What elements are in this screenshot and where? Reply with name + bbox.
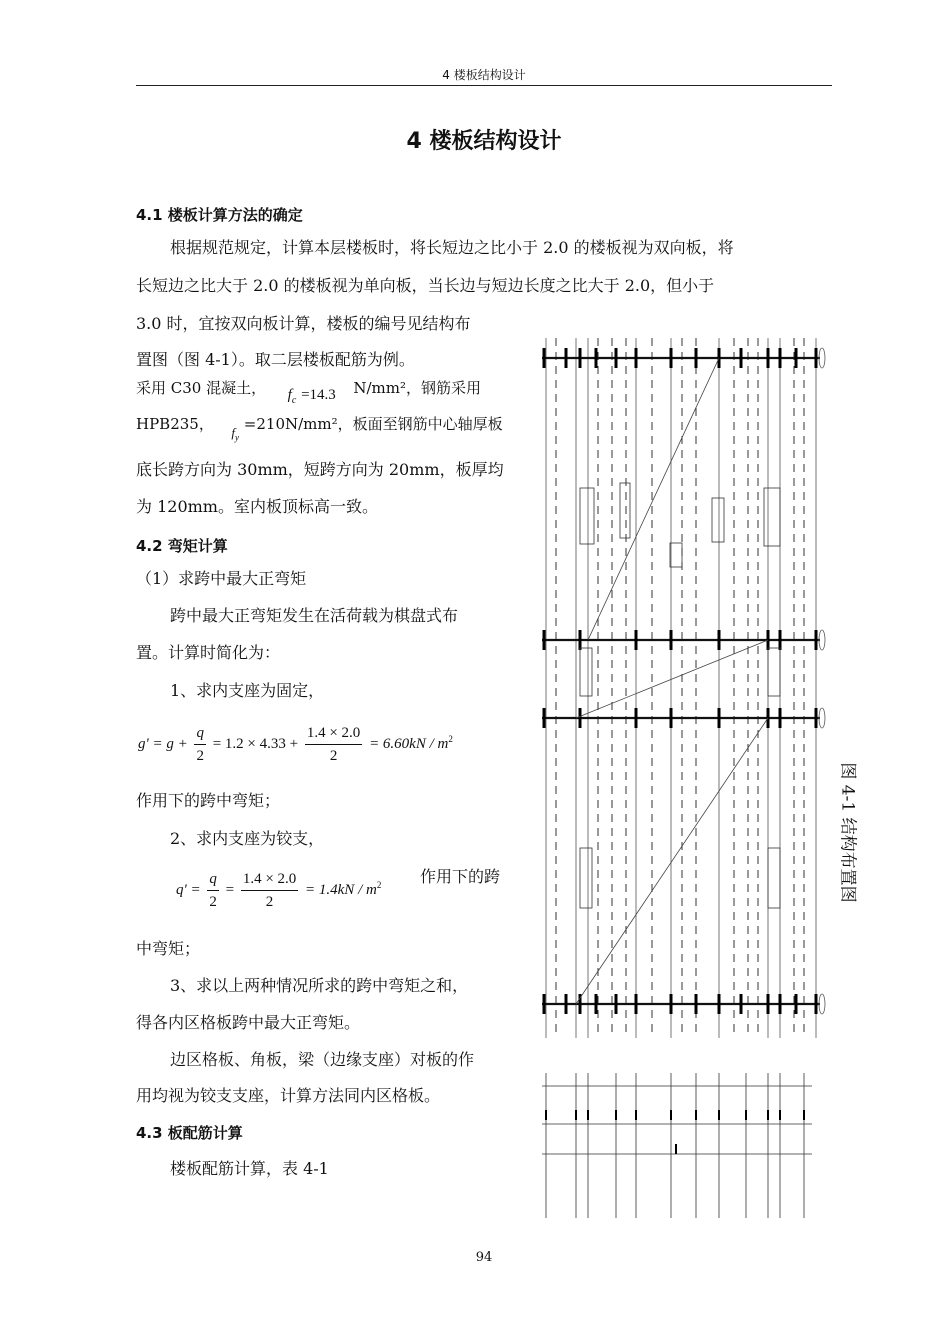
paragraph-line: 用均视为铰支支座，计算方法同内区格板。 <box>136 1086 441 1105</box>
paragraph-line: 置。计算时简化为： <box>136 643 281 662</box>
paragraph-line: 作用下的跨中弯矩； <box>136 791 281 810</box>
fraction: $\frac{q}{2}$ <box>194 722 206 767</box>
figure-caption: 图 4-1 结构布置图 <box>837 762 858 903</box>
lower-ticks <box>546 1110 804 1154</box>
openings <box>580 483 780 908</box>
list-item: 3、求以上两种情况所求的跨中弯矩之和， <box>170 976 469 995</box>
page-number: 94 <box>475 1250 493 1265</box>
paragraph-line <box>136 378 481 405</box>
fraction: $\frac{q}{2}$ <box>207 868 219 913</box>
fraction: $\frac{1.4 \times 2.0}{2}$ <box>305 722 362 767</box>
paragraph-line: 跨中最大正弯矩发生在活荷载为棋盘式布 <box>170 606 459 625</box>
paragraph-line: 底长跨方向为 30mm，短跨方向为 20mm，板厚均 <box>136 460 504 479</box>
subheading: （1）求跨中最大正弯矩 <box>136 569 307 588</box>
paragraph-line <box>136 414 503 443</box>
paragraph-line: 中弯矩； <box>136 939 201 958</box>
dashed-beams <box>556 338 804 1038</box>
equation-1: g' = g + $\frac{q}{2}$ = 1.2 × 4.33 + $\frac{1.4 \times 2.0}{2}$ = $6.60kN / m^2$ <box>138 722 453 767</box>
paragraph-line: 长短边之比大于 2.0 的楼板视为单向板，当长边与短边长度之比大于 2.0，但小于 <box>136 276 715 295</box>
fc-symbol: $f_c$ <box>287 387 297 406</box>
section-4-3-heading: 4.3 板配筋计算 <box>136 1124 243 1142</box>
text-run: =210N/mm²，板面至钢筋中心轴厚板 <box>243 415 503 433</box>
running-header: 4 楼板结构设计 <box>442 68 526 82</box>
fraction: $\frac{1.4 \times 2.0}{2}$ <box>241 868 298 913</box>
paragraph-line: 置图（图 4-1）。取二层楼板配筋为例。 <box>136 350 415 369</box>
girders <box>542 358 820 1004</box>
chapter-title: 4 楼板结构设计 <box>406 129 562 154</box>
grid-axes <box>546 338 816 1038</box>
text-run: 采用 C30 混凝土， <box>136 379 267 397</box>
axis-bubbles <box>819 348 825 1014</box>
text-run: HPB235， <box>136 415 214 433</box>
structural-layout-drawing <box>536 318 832 1223</box>
fc-value: =14.3 <box>301 387 336 403</box>
diagonal-lines <box>576 358 768 1004</box>
paragraph-line: 得各内区格板跨中最大正弯矩。 <box>136 1013 361 1032</box>
paragraph-line: 作用下的跨 <box>420 867 501 886</box>
list-item: 2、求内支座为铰支， <box>170 829 325 848</box>
column-marks <box>544 348 816 1014</box>
paragraph-line: 楼板配筋计算，表 4-1 <box>170 1159 329 1178</box>
section-4-2-heading: 4.2 弯矩计算 <box>136 537 228 555</box>
equation-2: q' = $\frac{q}{2}$ = $\frac{1.4 \times 2.0}{2}$ = $1.4kN / m^2$ <box>176 868 381 913</box>
paragraph-line: 边区格板、角板，梁（边缘支座）对板的作 <box>170 1050 475 1069</box>
paragraph-line: 3.0 时，宜按双向板计算，楼板的编号见结构布 <box>136 314 471 333</box>
paragraph-line: 根据规范规定，计算本层楼板时，将长短边之比小于 2.0 的楼板视为双向板，将 <box>170 238 734 257</box>
fy-symbol: $f_y$ <box>231 425 240 443</box>
paragraph-line: 为 120mm。室内板顶标高一致。 <box>136 497 378 516</box>
section-4-1-heading: 4.1 楼板计算方法的确定 <box>136 206 303 224</box>
text-run: N/mm²，钢筋采用 <box>353 379 481 397</box>
list-item: 1、求内支座为固定， <box>170 681 325 700</box>
header-rule <box>136 85 832 86</box>
